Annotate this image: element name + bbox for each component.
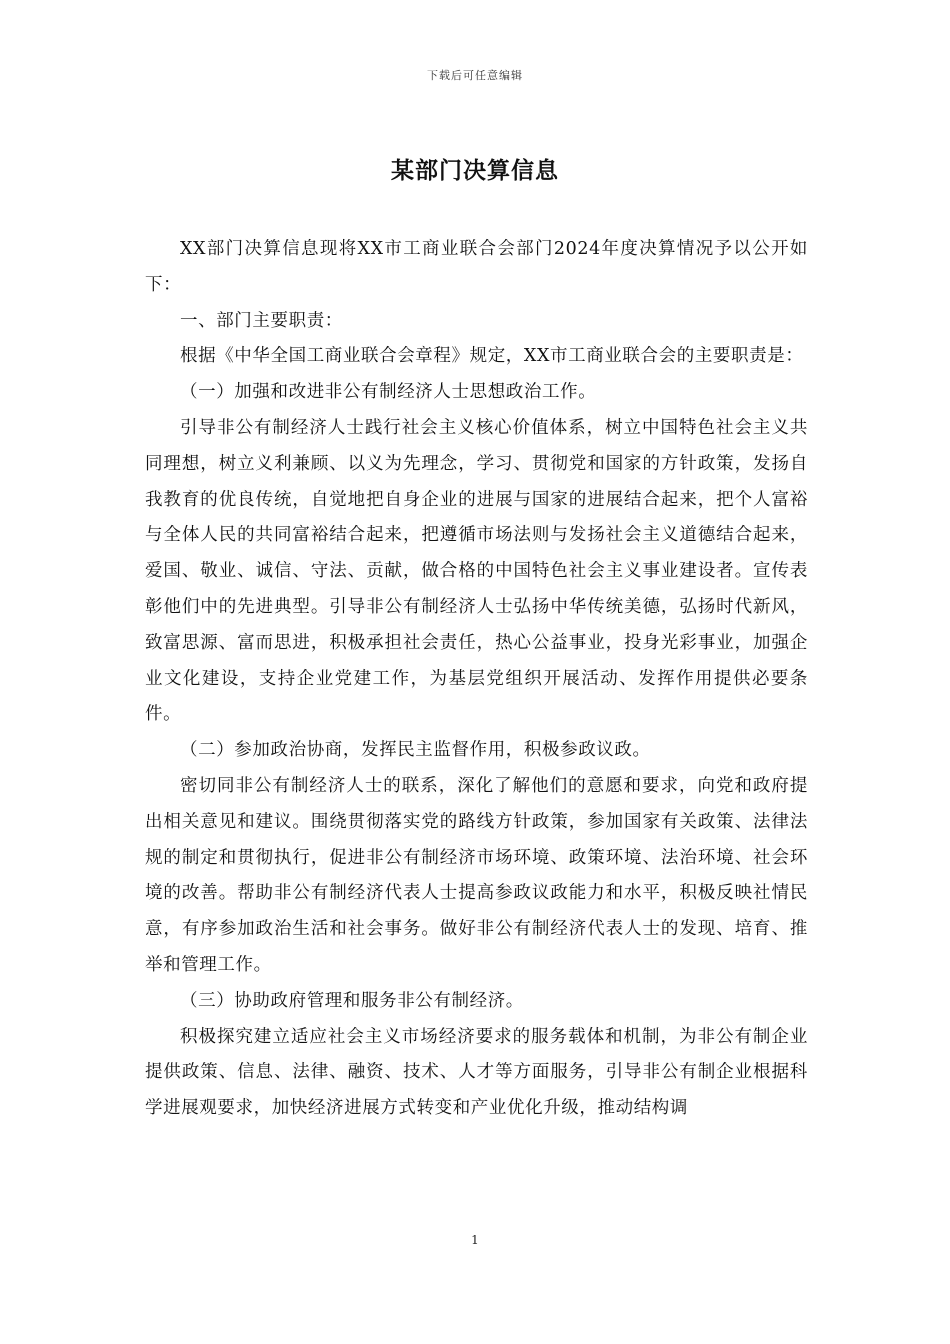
paragraph-charter: 根据《中华全国工商业联合会章程》规定，XX市工商业联合会的主要职责是： bbox=[180, 346, 804, 367]
section-heading-duties: 一、部门主要职责： bbox=[180, 310, 343, 331]
subheading-1: （一）加强和改进非公有制经济人士思想政治工作。 bbox=[180, 382, 597, 403]
subheading-2: （二）参加政治协商，发挥民主监督作用，积极参政议政。 bbox=[180, 740, 651, 761]
document-title: 某部门决算信息 bbox=[391, 158, 559, 184]
subheading-3: （三）协助政府管理和服务非公有制经济。 bbox=[180, 990, 524, 1011]
paragraph-3: 积极探究建立适应社会主义市场经济要求的服务载体和机制，为非公有制企业提供政策、信息、法律、融资、技术、人才等方面服务，引导非公有制企业根据科学进展观要求，加快经济进展方式转变和产业优化升级，推动结构调 bbox=[145, 1026, 808, 1119]
header-note: 下载后可任意编辑 bbox=[427, 69, 523, 82]
document-body bbox=[145, 232, 808, 1127]
page-number: 1 bbox=[471, 1233, 479, 1247]
paragraph-1: 引导非公有制经济人士践行社会主义核心价值体系，树立中国特色社会主义共同理想，树立义利兼顾、以义为先理念，学习、贯彻党和国家的方针政策，发扬自我教育的优良传统，自觉地把自身企业的进展与国家的进展结合起来，把个人富裕与全体人民的共同富裕结合起来，把遵循市场法则与发扬社会主义道德结合起来，爱国、敬业、诚信、守法、贡献，做合格的中国特色社会主义事业建设者。宣传表彰他们中的先进典型。引导非公有制经济人士弘扬中华传统美德，弘扬时代新风，致富思源、富而思进，积极承担社会责任，热心公益事业，投身光彩事业，加强企业文化建设，支持企业党建工作，为基层党组织开展活动、发挥作用提供必要条件。 bbox=[145, 417, 808, 725]
paragraph-intro: XX部门决算信息现将XX市工商业联合会部门2024年度决算情况予以公开如下： bbox=[145, 239, 808, 295]
paragraph-2: 密切同非公有制经济人士的联系，深化了解他们的意愿和要求，向党和政府提出相关意见和建议。围绕贯彻落实党的路线方针政策，参加国家有关政策、法律法规的制定和贯彻执行，促进非公有制经济市场环境、政策环境、法治环境、社会环境的改善。帮助非公有制经济代表人士提高参政议政能力和水平，积极反映社情民意，有序参加政治生活和社会事务。做好非公有制经济代表人士的发现、培育、推举和管理工作。 bbox=[145, 775, 808, 975]
